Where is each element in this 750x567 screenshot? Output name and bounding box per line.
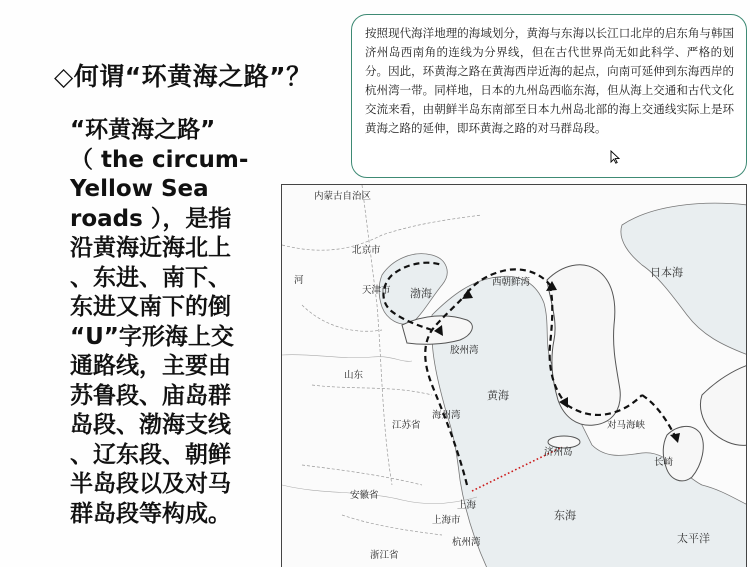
map-label-hebei: 河 [294, 275, 304, 286]
map-label-shanghai: 上海市 [432, 515, 461, 526]
map-label-pacific: 太平洋 [677, 532, 710, 545]
map-label-yellow-sea: 黄海 [487, 389, 509, 402]
map-label-tianjin: 天津市 [362, 285, 391, 296]
map-label-tsushima: 对马海峡 [607, 420, 646, 431]
map-label-korea-west-bay: 西朝鲜湾 [492, 277, 531, 288]
map-image [281, 184, 747, 567]
map-label-east-sea: 东海 [554, 509, 576, 522]
map-label-beijing: 北京市 [352, 245, 381, 256]
slide-body-text: “环黄海之路” （ the circum- Yellow Sea roads ），是指 沿黄海近海北上 、东进、南下、 东进又南下的倒 “U”字形海上交 通路线，主要由 苏鲁段、庙岛群 岛段、渤海支线 、辽东段、朝鲜 半岛段以及对马 群岛段等构成。 [70, 117, 249, 527]
map-label-sea-of-japan: 日本海 [650, 266, 683, 279]
map-label-zhejiang: 浙江省 [370, 550, 399, 561]
map-label-shandong: 山东 [344, 370, 364, 381]
callout-text: 按照现代海洋地理的海域划分，黄海与东海以长江口北岸的启东角与韩国济州岛西南角的连线为分界线，但在古代世界尚无如此科学、严格的划分。因此，环黄海之路在黄海西岸近海的起点，向南可延伸到东海西岸的杭州湾一带。同样地，日本的九州岛西临东海，但从海上交通和古代文化交流来看，由朝鲜半岛东南部至日本九州岛北部的海上交通线实际上是环黄海之路的延伸，即环黄海之路的对马群岛段。 [365, 26, 734, 135]
map-label-jeju: 济州岛 [544, 447, 573, 458]
map-label-hangzhou-bay: 杭州湾 [452, 537, 481, 548]
map-label-inner-mongolia: 内蒙古自治区 [314, 191, 372, 202]
slide-title: ◇何谓“环黄海之路”？ [54, 62, 312, 91]
map-label-anhui: 安徽省 [350, 490, 379, 501]
korean-peninsula [547, 265, 620, 425]
map-label-jiaozhou-bay: 胶州湾 [450, 345, 479, 356]
map-label-jiangsu: 江苏省 [392, 420, 421, 431]
map-label-bohai: 渤海 [410, 287, 432, 300]
map-label-nagasaki: 长崎 [654, 457, 674, 468]
callout-box [351, 14, 747, 178]
mouse-cursor-icon [610, 150, 620, 164]
map-label-shanghai-short: 上海 [457, 500, 477, 511]
map-label-haizhou-bay: 海州湾 [432, 410, 461, 421]
